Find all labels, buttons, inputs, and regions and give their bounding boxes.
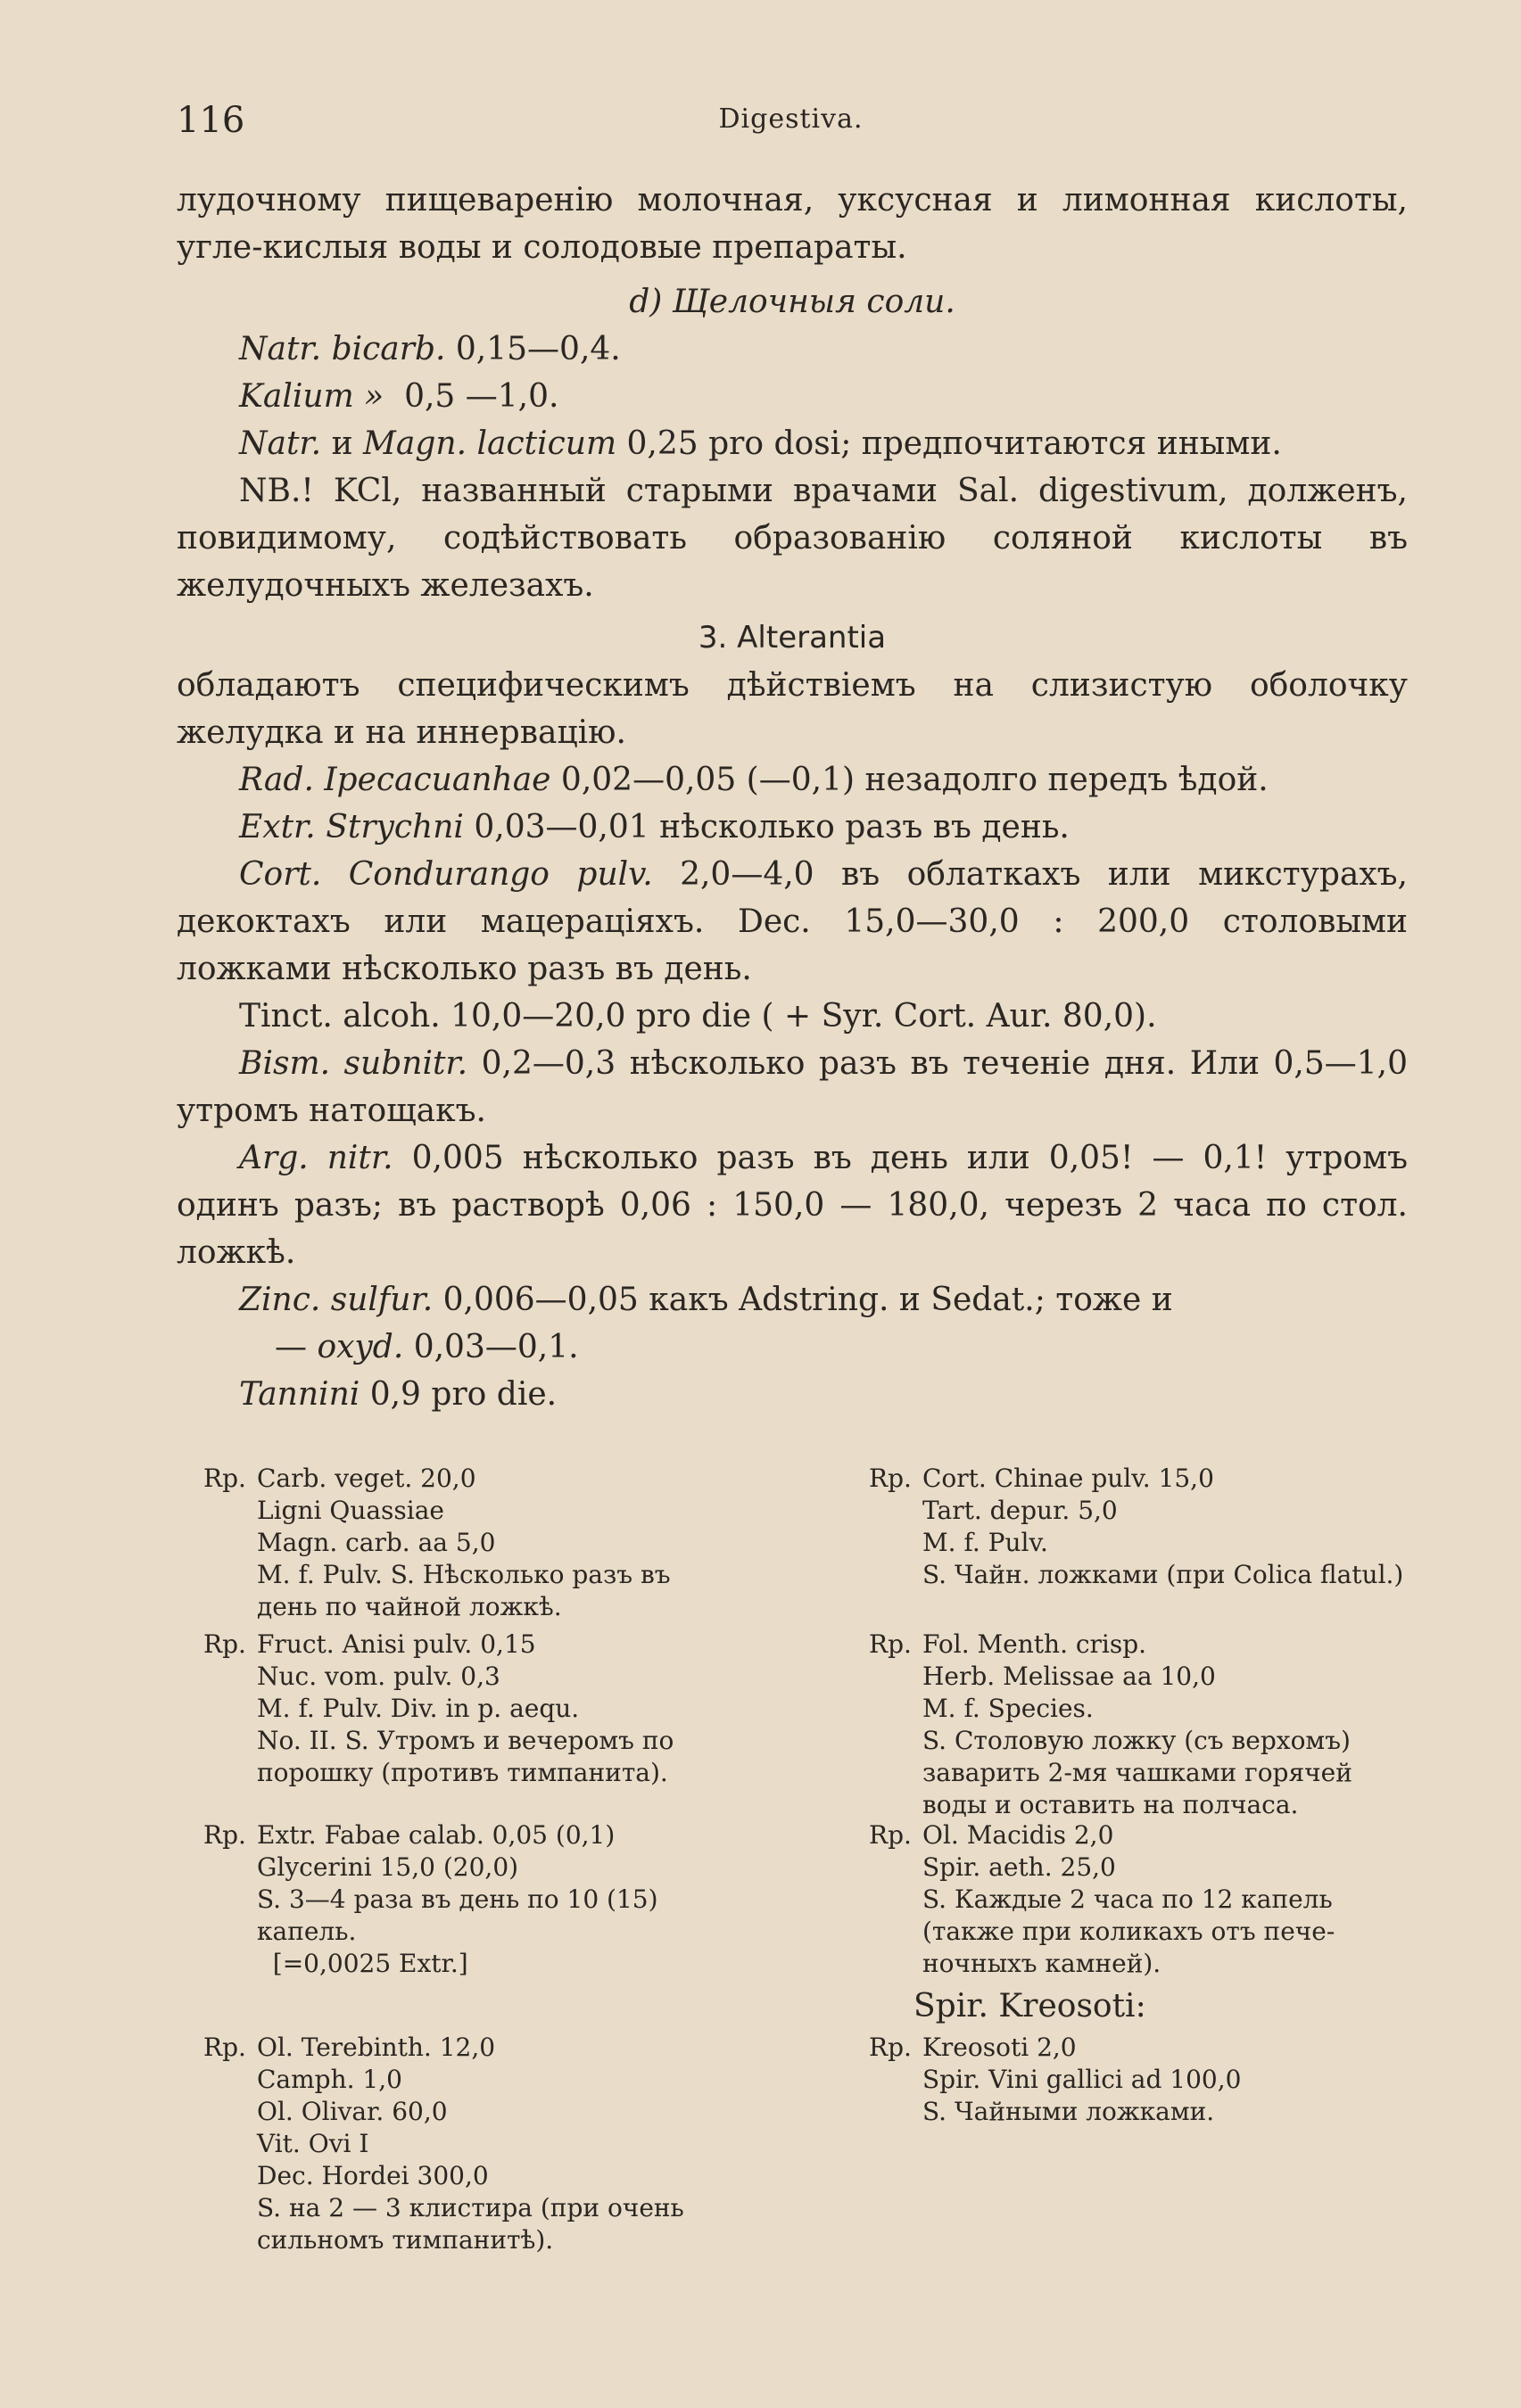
page-number: 116 bbox=[177, 100, 245, 141]
nb-paragraph: NB.! KCl, названный старыми врачами Sal. digestivum, долженъ, повидимому, содѣйствовать образованію соляной кислоты въ желудочныхъ железахъ. bbox=[177, 473, 1408, 604]
tinct-entry: Tinct. alcoh. 10,0—20,0 pro die ( + Syr. Cort. Aur. 80,0). bbox=[239, 998, 1157, 1035]
recipe-1: Rp. Carb. veget. 20,0 Ligni Quassiae Magn. carb. aa 5,0 M. f. Pulv. S. Нѣсколько разъ въ день по чайной ложкѣ. bbox=[203, 1464, 671, 1621]
section-3-heading: 3. Alterantia bbox=[698, 620, 887, 656]
bismuth-entry: Bism. subnitr. 0,2—0,3 нѣсколько разъ въ теченіе дня. Или 0,5—1,0 утромъ натощакъ. bbox=[177, 1045, 1408, 1129]
dose-line-lacticum: Natr. и Magn. lacticum 0,25 pro dosi; предпочитаются иными. bbox=[239, 425, 1282, 462]
condurango-entry: Cort. Condurango pulv. 2,0—4,0 въ облаткахъ или микстурахъ, декоктахъ или мацераціяхъ. Dec. 15,0—30,0 : 200,0 столовыми ложками нѣсколько разъ въ день. bbox=[177, 856, 1408, 987]
intro-paragraph: лудочному пищеваренію молочная, уксусная и лимонная кислоты, угле-кислыя воды и солодовые препараты. bbox=[177, 182, 1408, 266]
recipe-5: Rp. Extr. Fabae calab. 0,05 (0,1) Glycerini 15,0 (20,0) S. 3—4 раза въ день по 10 (15) капель. [=0,0025 Extr.] bbox=[203, 1820, 658, 1978]
recipe-3: Rp. Fruct. Anisi pulv. 0,15 Nuc. vom. pulv. 0,3 M. f. Pulv. Div. in p. aequ. No. II. S. Утромъ и вечеромъ по порошку (противъ тимпанита). bbox=[203, 1629, 674, 1787]
dose-line-kalium: Kalium » 0,5 —1,0. bbox=[239, 378, 559, 415]
recipe-4: Rp. Fol. Menth. crisp. Herb. Melissae aa 10,0 M. f. Species. S. Столовую ложку (съ верхомъ) заварить 2-мя чашками горячей воды и оставить на полчаса. bbox=[869, 1629, 1352, 1819]
ipecacuanha-entry: Rad. Ipecacuanhae 0,02—0,05 (—0,1) незадолго передъ ѣдой. bbox=[239, 762, 1269, 798]
page-body bbox=[177, 177, 1408, 1418]
running-title: Digestiva. bbox=[718, 103, 864, 135]
strychni-entry: Extr. Strychni 0,03—0,01 нѣсколько разъ въ день. bbox=[239, 809, 1070, 845]
argentum-entry: Arg. nitr. 0,005 нѣсколько разъ въ день или 0,05! — 0,1! утромъ одинъ разъ; въ растворѣ 0,06 : 150,0 — 180,0, черезъ 2 часа по стол. ложкѣ. bbox=[177, 1140, 1408, 1271]
recipe-6: Rp. Ol. Macidis 2,0 Spir. aeth. 25,0 S. Каждые 2 часа по 12 капель (также при коликахъ отъ пече- ночныхъ камней). bbox=[869, 1820, 1335, 1978]
zinc-oxyd-entry: — oxyd. 0,03—0,1. bbox=[275, 1329, 579, 1365]
recipe-2: Rp. Cort. Chinae pulv. 15,0 Tart. depur. 5,0 M. f. Pulv. S. Чайн. ложками (при Colica flatul.) bbox=[869, 1464, 1404, 1589]
page-header bbox=[177, 100, 1405, 153]
tannin-entry: Tannini 0,9 pro die. bbox=[239, 1376, 558, 1413]
dose-line-natr-bicarb: Natr. bicarb. 0,15—0,4. bbox=[239, 331, 621, 367]
zinc-entry: Zinc. sulfur. 0,006—0,05 какъ Adstring. и Sedat.; тоже и bbox=[239, 1282, 1173, 1318]
section-d-heading: d) Щелочныя соли. bbox=[629, 284, 955, 320]
kreosot-heading: Spir. Kreosoti: bbox=[913, 1988, 1146, 2025]
recipe-7: Rp. Ol. Terebinth. 12,0 Camph. 1,0 Ol. Olivar. 60,0 Vit. Ovi I Dec. Hordei 300,0 S. на 2 — 3 клистира (при очень сильномъ тимпанитѣ). bbox=[203, 2033, 684, 2255]
alterantia-intro: обладаютъ специфическимъ дѣйствіемъ на слизистую оболочку желудка и на иннервацію. bbox=[177, 667, 1408, 751]
recipe-8: Rp. Kreosoti 2,0 Spir. Vini gallici ad 100,0 S. Чайными ложками. bbox=[869, 2033, 1242, 2126]
